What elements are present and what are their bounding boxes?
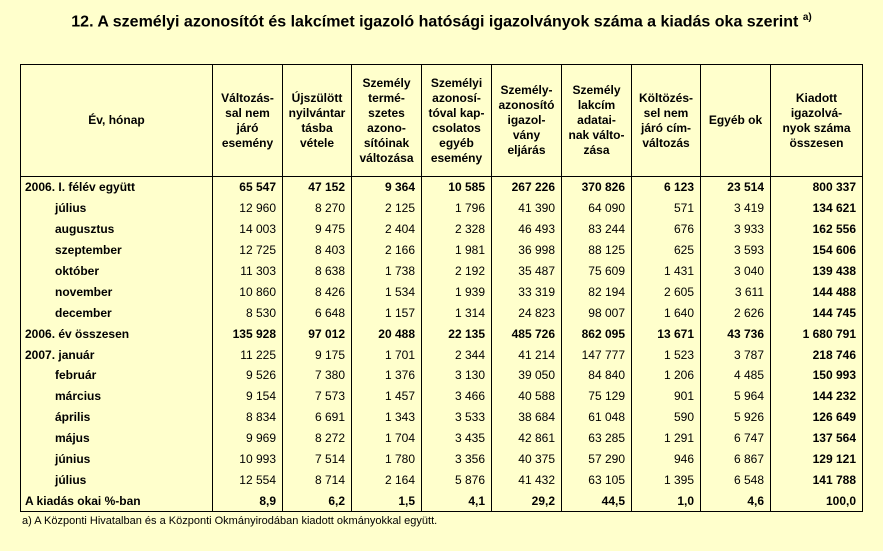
- table-cell: 2 626: [701, 302, 771, 323]
- table-cell: 9 526: [213, 365, 283, 386]
- table-cell: 3 130: [422, 365, 492, 386]
- table-cell: 1,5: [352, 490, 422, 511]
- table-cell: 10 993: [213, 449, 283, 470]
- table-cell: 57 290: [562, 449, 632, 470]
- table-cell: 44,5: [562, 490, 632, 511]
- row-label: A kiadás okai %-ban: [21, 490, 213, 511]
- table-cell: 39 050: [492, 365, 562, 386]
- table-cell: 3 933: [701, 219, 771, 240]
- table-row: [21, 407, 863, 428]
- table-cell: 38 684: [492, 407, 562, 428]
- table-cell: 2 404: [352, 219, 422, 240]
- table-cell: 370 826: [562, 177, 632, 198]
- table-cell: 41 432: [492, 469, 562, 490]
- table-cell: 6 548: [701, 469, 771, 490]
- table-row: [21, 449, 863, 470]
- table-cell: 12 960: [213, 198, 283, 219]
- table-cell: 1 701: [352, 344, 422, 365]
- table-cell: 4 485: [701, 365, 771, 386]
- title-note: a): [802, 12, 812, 23]
- table-cell: 139 438: [771, 261, 863, 282]
- table-cell: 8 272: [283, 428, 352, 449]
- table-cell: 1,0: [632, 490, 701, 511]
- table-body: [21, 177, 863, 512]
- table-cell: 901: [632, 386, 701, 407]
- table-cell: 24 823: [492, 302, 562, 323]
- table-cell: 137 564: [771, 428, 863, 449]
- table-cell: 150 993: [771, 365, 863, 386]
- table-cell: 1 376: [352, 365, 422, 386]
- table-cell: 3 419: [701, 198, 771, 219]
- table-cell: 1 157: [352, 302, 422, 323]
- table-row: [21, 323, 863, 344]
- table-cell: 20 488: [352, 323, 422, 344]
- table-cell: 33 319: [492, 281, 562, 302]
- table-cell: 36 998: [492, 240, 562, 261]
- table-cell: 5 926: [701, 407, 771, 428]
- table-cell: 43 736: [701, 323, 771, 344]
- table-cell: 590: [632, 407, 701, 428]
- table-row: [21, 281, 863, 302]
- table-cell: 800 337: [771, 177, 863, 198]
- table-cell: 84 840: [562, 365, 632, 386]
- table-cell: 3 466: [422, 386, 492, 407]
- table-cell: 40 588: [492, 386, 562, 407]
- table-cell: 9 175: [283, 344, 352, 365]
- table-cell: 162 556: [771, 219, 863, 240]
- table-cell: 1 314: [422, 302, 492, 323]
- row-label: július: [21, 469, 213, 490]
- table-cell: 83 244: [562, 219, 632, 240]
- row-label: 2006. év összesen: [21, 323, 213, 344]
- table-cell: 46 493: [492, 219, 562, 240]
- table-cell: 144 232: [771, 386, 863, 407]
- table-cell: 6 747: [701, 428, 771, 449]
- table-cell: 8 270: [283, 198, 352, 219]
- column-header-other-reason: Egyéb ok: [701, 65, 771, 177]
- table-cell: 6 648: [283, 302, 352, 323]
- table-cell: 8 638: [283, 261, 352, 282]
- table-cell: 8 714: [283, 469, 352, 490]
- table-cell: 2 164: [352, 469, 422, 490]
- table-row: [21, 344, 863, 365]
- table-cell: 625: [632, 240, 701, 261]
- column-header-period: Év, hónap: [21, 65, 213, 177]
- row-label: 2007. január: [21, 344, 213, 365]
- table-cell: 13 671: [632, 323, 701, 344]
- table-cell: 2 328: [422, 219, 492, 240]
- table-cell: 1 457: [352, 386, 422, 407]
- table-cell: 6 867: [701, 449, 771, 470]
- column-header-id-card-procedure: Személy- azonosító igazol- vány eljárás: [492, 65, 562, 177]
- table-cell: 42 861: [492, 428, 562, 449]
- table-cell: 135 928: [213, 323, 283, 344]
- table-cell: 8 834: [213, 407, 283, 428]
- table-cell: 8 403: [283, 240, 352, 261]
- table-cell: 946: [632, 449, 701, 470]
- table-row: [21, 240, 863, 261]
- table-cell: 2 192: [422, 261, 492, 282]
- column-header-address-change: Személy lakcím adatai- nak válto- zása: [562, 65, 632, 177]
- table-cell: 126 649: [771, 407, 863, 428]
- table-cell: 3 356: [422, 449, 492, 470]
- table-header: [21, 65, 863, 177]
- table-row: [21, 219, 863, 240]
- table-cell: 64 090: [562, 198, 632, 219]
- table-cell: 12 725: [213, 240, 283, 261]
- table-cell: 6 691: [283, 407, 352, 428]
- table-cell: 5 964: [701, 386, 771, 407]
- table-cell: 10 860: [213, 281, 283, 302]
- table-cell: 1 206: [632, 365, 701, 386]
- table-cell: 75 609: [562, 261, 632, 282]
- table-cell: 3 787: [701, 344, 771, 365]
- table-cell: 1 640: [632, 302, 701, 323]
- table-cell: 11 303: [213, 261, 283, 282]
- table-cell: 9 364: [352, 177, 422, 198]
- table-cell: 2 166: [352, 240, 422, 261]
- table-cell: 9 969: [213, 428, 283, 449]
- table-cell: 3 593: [701, 240, 771, 261]
- row-label: június: [21, 449, 213, 470]
- table-cell: 47 152: [283, 177, 352, 198]
- table-cell: 1 343: [352, 407, 422, 428]
- table-cell: 147 777: [562, 344, 632, 365]
- table-cell: 7 573: [283, 386, 352, 407]
- table-cell: 1 395: [632, 469, 701, 490]
- table-cell: 41 214: [492, 344, 562, 365]
- table-cell: 218 746: [771, 344, 863, 365]
- table-cell: 2 344: [422, 344, 492, 365]
- table-row: [21, 428, 863, 449]
- table-cell: 1 291: [632, 428, 701, 449]
- row-label: február: [21, 365, 213, 386]
- page-title: [0, 12, 883, 31]
- column-header-identifier-change: Személy termé- szetes azono- sítóinak változása: [352, 65, 422, 177]
- table-cell: 35 487: [492, 261, 562, 282]
- table-cell: 8 426: [283, 281, 352, 302]
- table-cell: 7 380: [283, 365, 352, 386]
- table-cell: 144 488: [771, 281, 863, 302]
- table-cell: 97 012: [283, 323, 352, 344]
- table-cell: 1 738: [352, 261, 422, 282]
- statistics-table: [20, 64, 863, 512]
- table-cell: 82 194: [562, 281, 632, 302]
- table-cell: 134 621: [771, 198, 863, 219]
- table-cell: 1 680 791: [771, 323, 863, 344]
- table-cell: 141 788: [771, 469, 863, 490]
- header-row: [21, 65, 863, 177]
- table-cell: 22 135: [422, 323, 492, 344]
- table-cell: 98 007: [562, 302, 632, 323]
- table-cell: 9 475: [283, 219, 352, 240]
- table-cell: 9 154: [213, 386, 283, 407]
- table-cell: 1 981: [422, 240, 492, 261]
- table-cell: 63 285: [562, 428, 632, 449]
- table-cell: 3 435: [422, 428, 492, 449]
- table-cell: 6 123: [632, 177, 701, 198]
- table-cell: 6,2: [283, 490, 352, 511]
- row-label: július: [21, 198, 213, 219]
- row-label: április: [21, 407, 213, 428]
- table-cell: 41 390: [492, 198, 562, 219]
- table-cell: 75 129: [562, 386, 632, 407]
- table-cell: 676: [632, 219, 701, 240]
- table-row: [21, 198, 863, 219]
- table-cell: 3 533: [422, 407, 492, 428]
- table-row: [21, 302, 863, 323]
- row-label: augusztus: [21, 219, 213, 240]
- table-row: [21, 177, 863, 198]
- table-cell: 2 605: [632, 281, 701, 302]
- table-cell: 1 523: [632, 344, 701, 365]
- table-cell: 1 796: [422, 198, 492, 219]
- table-row: [21, 365, 863, 386]
- table-cell: 11 225: [213, 344, 283, 365]
- table-cell: 3 040: [701, 261, 771, 282]
- column-header-address-change-no-move: Költözés- sel nem járó cím- változás: [632, 65, 701, 177]
- table-cell: 485 726: [492, 323, 562, 344]
- table-cell: 23 514: [701, 177, 771, 198]
- row-label: november: [21, 281, 213, 302]
- table-cell: 4,6: [701, 490, 771, 511]
- table-cell: 12 554: [213, 469, 283, 490]
- table-cell: 1 534: [352, 281, 422, 302]
- row-label: március: [21, 386, 213, 407]
- footnote: a) A Központi Hivatalban és a Központi Okmányirodában kiadott okmányokkal együtt.: [22, 515, 438, 527]
- table-cell: 40 375: [492, 449, 562, 470]
- title-text: 12. A személyi azonosítót és lakcímet igazoló hatósági igazolványok száma a kiadás oka szerint: [71, 13, 799, 31]
- table-row: [21, 469, 863, 490]
- table-cell: 129 121: [771, 449, 863, 470]
- column-header-newborn: Újszülött nyilvántar tásba vétele: [283, 65, 352, 177]
- table-cell: 63 105: [562, 469, 632, 490]
- table-cell: 144 745: [771, 302, 863, 323]
- row-label: 2006. I. félév együtt: [21, 177, 213, 198]
- table-cell: 61 048: [562, 407, 632, 428]
- table-cell: 14 003: [213, 219, 283, 240]
- table-cell: 65 547: [213, 177, 283, 198]
- row-label: szeptember: [21, 240, 213, 261]
- table-cell: 7 514: [283, 449, 352, 470]
- table-cell: 3 611: [701, 281, 771, 302]
- table-row: [21, 490, 863, 511]
- table-cell: 154 606: [771, 240, 863, 261]
- table-cell: 571: [632, 198, 701, 219]
- table-cell: 10 585: [422, 177, 492, 198]
- table-cell: 862 095: [562, 323, 632, 344]
- row-label: december: [21, 302, 213, 323]
- table-cell: 8,9: [213, 490, 283, 511]
- table-cell: 88 125: [562, 240, 632, 261]
- column-header-total-issued: Kiadott igazolvá- nyok száma összesen: [771, 65, 863, 177]
- table-cell: 29,2: [492, 490, 562, 511]
- table-cell: 1 431: [632, 261, 701, 282]
- table-cell: 8 530: [213, 302, 283, 323]
- table-cell: 1 780: [352, 449, 422, 470]
- column-header-other-identifier-event: Személyi azonosí- tóval kap- csolatos egyéb esemény: [422, 65, 492, 177]
- table-cell: 4,1: [422, 490, 492, 511]
- column-header-no-change: Változás- sal nem járó esemény: [213, 65, 283, 177]
- table-cell: 2 125: [352, 198, 422, 219]
- row-label: május: [21, 428, 213, 449]
- table-cell: 1 704: [352, 428, 422, 449]
- table-cell: 5 876: [422, 469, 492, 490]
- table-cell: 1 939: [422, 281, 492, 302]
- table-row: [21, 261, 863, 282]
- table-cell: 267 226: [492, 177, 562, 198]
- table-row: [21, 386, 863, 407]
- table-cell: 100,0: [771, 490, 863, 511]
- row-label: október: [21, 261, 213, 282]
